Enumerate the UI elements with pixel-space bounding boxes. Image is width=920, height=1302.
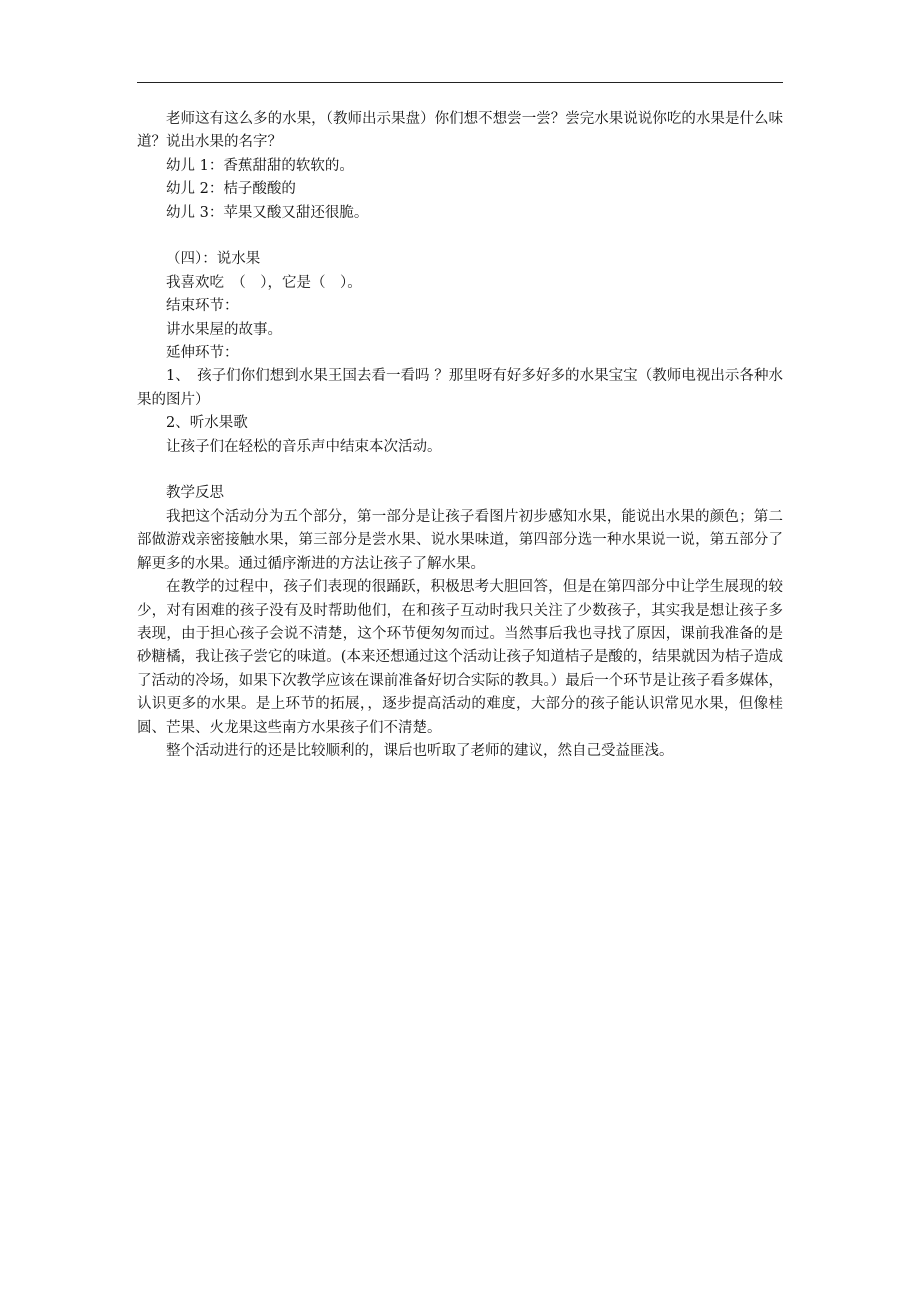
reflection-heading: 教学反思 xyxy=(166,485,224,502)
reflection-paragraph-2: 在教学的过程中，孩子们表现的很踊跃，积极思考大胆回答，但是在第四部分中让学生展现的较少，对有困难的孩子没有及时帮助他们，在和孩子互动时我只关注了少数孩子，其实我是想让孩子多表现，由于担心孩子会说不清楚，这个环节便匆匆而过。当然事后我也寻找了原因，课前我准备的是砂糖橘，我让孩子尝它的味道。(本来还想通过这个活动让孩子知道桔子是酸的，结果就因为桔子造成了活动的冷场，如果下次教学应该在课前准备好切合实际的教具。）最后一个环节是让孩子看多媒体，认识更多的水果。是上环节的拓展，，逐步提高活动的难度，大部分的孩子能认识常见水果，但像桂圆、芒果、火龙果这些南方水果孩子们不清楚。 xyxy=(137,579,783,736)
spacer xyxy=(137,225,783,248)
document-body xyxy=(137,108,783,763)
extension-item-1: 1、 孩子们你们想到水果王国去看一看吗 ？那里呀有好多好多的水果宝宝（教师电视出示各种水果的图片） xyxy=(137,368,783,408)
extension-heading: 延伸环节： xyxy=(166,345,239,362)
extension-item-2: 2、听水果歌 xyxy=(166,415,248,432)
reflection-paragraph-1: 我把这个活动分为五个部分，第一部分是让孩子看图片初步感知水果，能说出水果的颜色；第二部做游戏亲密接触水果，第三部分是尝水果、说水果味道，第四部分选一种水果说一说，第五部分了解更多的水果。通过循序渐进的方法让孩子了解水果。 xyxy=(137,508,783,572)
sentence-template: 我喜欢吃 （ ），它是（ ）。 xyxy=(166,274,362,291)
intro-paragraph: 老师这有这么多的水果，（教师出示果盘）你们想不想尝一尝？尝完水果说说你吃的水果是什么味道？说出水果的名字？ xyxy=(137,111,783,151)
child-response-2: 幼儿 2：桔子酸酸的 xyxy=(166,181,296,198)
child-response-3: 幼儿 3：苹果又酸又甜还很脆。 xyxy=(166,204,369,221)
ending-text: 讲水果屋的故事。 xyxy=(166,321,282,338)
ending-heading: 结束环节： xyxy=(166,298,239,315)
section-four-heading: （四）：说水果 xyxy=(166,251,261,268)
extension-item-3: 让孩子们在轻松的音乐声中结束本次活动。 xyxy=(166,438,442,455)
child-response-1: 幼儿 1：香蕉甜甜的软软的。 xyxy=(166,157,354,174)
reflection-paragraph-3: 整个活动进行的还是比较顺利的，课后也听取了老师的建议，然自己受益匪浅。 xyxy=(166,742,674,759)
spacer xyxy=(137,459,783,482)
header-rule xyxy=(137,82,783,83)
